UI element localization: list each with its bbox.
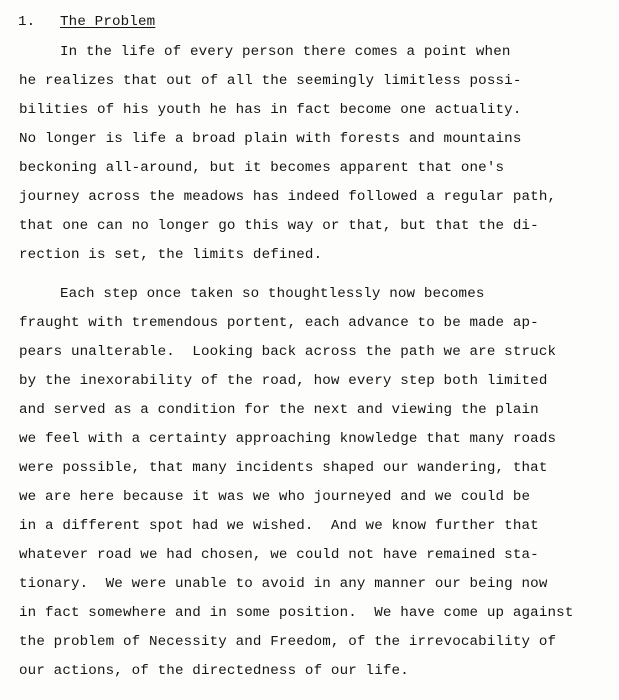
section-number: 1. <box>18 14 36 30</box>
paragraph-1-line: that one can no longer go this way or that, but that the di- <box>19 218 539 234</box>
paragraph-2-line: by the inexorability of the road, how every step both limited <box>19 373 548 389</box>
paragraph-2-line: Each step once taken so thoughtlessly now becomes <box>60 286 485 302</box>
paragraph-2-line: we are here because it was we who journeyed and we could be <box>19 489 531 505</box>
paragraph-1-line: rection is set, the limits defined. <box>19 247 323 263</box>
paragraph-1-line: he realizes that out of all the seemingly limitless possi- <box>19 73 522 89</box>
section-heading <box>18 12 155 32</box>
paragraph-1-line: bilities of his youth he has in fact become one actuality. <box>19 102 522 118</box>
paragraph-1-line: beckoning all-around, but it becomes apparent that one's <box>19 160 505 176</box>
paragraph-2-line: in fact somewhere and in some position. We have come up against <box>19 605 574 621</box>
paragraph-2-line: were possible, that many incidents shaped our wandering, that <box>19 460 548 476</box>
section-title: The Problem <box>60 14 156 30</box>
paragraph-2-line: and served as a condition for the next and viewing the plain <box>19 402 539 418</box>
paragraph-1-line: In the life of every person there comes a point when <box>60 44 511 60</box>
paragraph-2-line: whatever road we had chosen, we could not have remained sta- <box>19 547 539 563</box>
paragraph-2-line: we feel with a certainty approaching knowledge that many roads <box>19 431 557 447</box>
paragraph-2-line: in a different spot had we wished. And we know further that <box>19 518 539 534</box>
paragraph-2-line: our actions, of the directedness of our life. <box>19 663 409 679</box>
paragraph-1-line: journey across the meadows has indeed followed a regular path, <box>19 189 557 205</box>
paragraph-2-line: the problem of Necessity and Freedom, of the irrevocability of <box>19 634 557 650</box>
paragraph-1-line: No longer is life a broad plain with forests and mountains <box>19 131 522 147</box>
paragraph-2-line: fraught with tremendous portent, each advance to be made ap- <box>19 315 539 331</box>
paragraph-2-line: pears unalterable. Looking back across the path we are struck <box>19 344 557 360</box>
paragraph-2-line: tionary. We were unable to avoid in any manner our being now <box>19 576 548 592</box>
